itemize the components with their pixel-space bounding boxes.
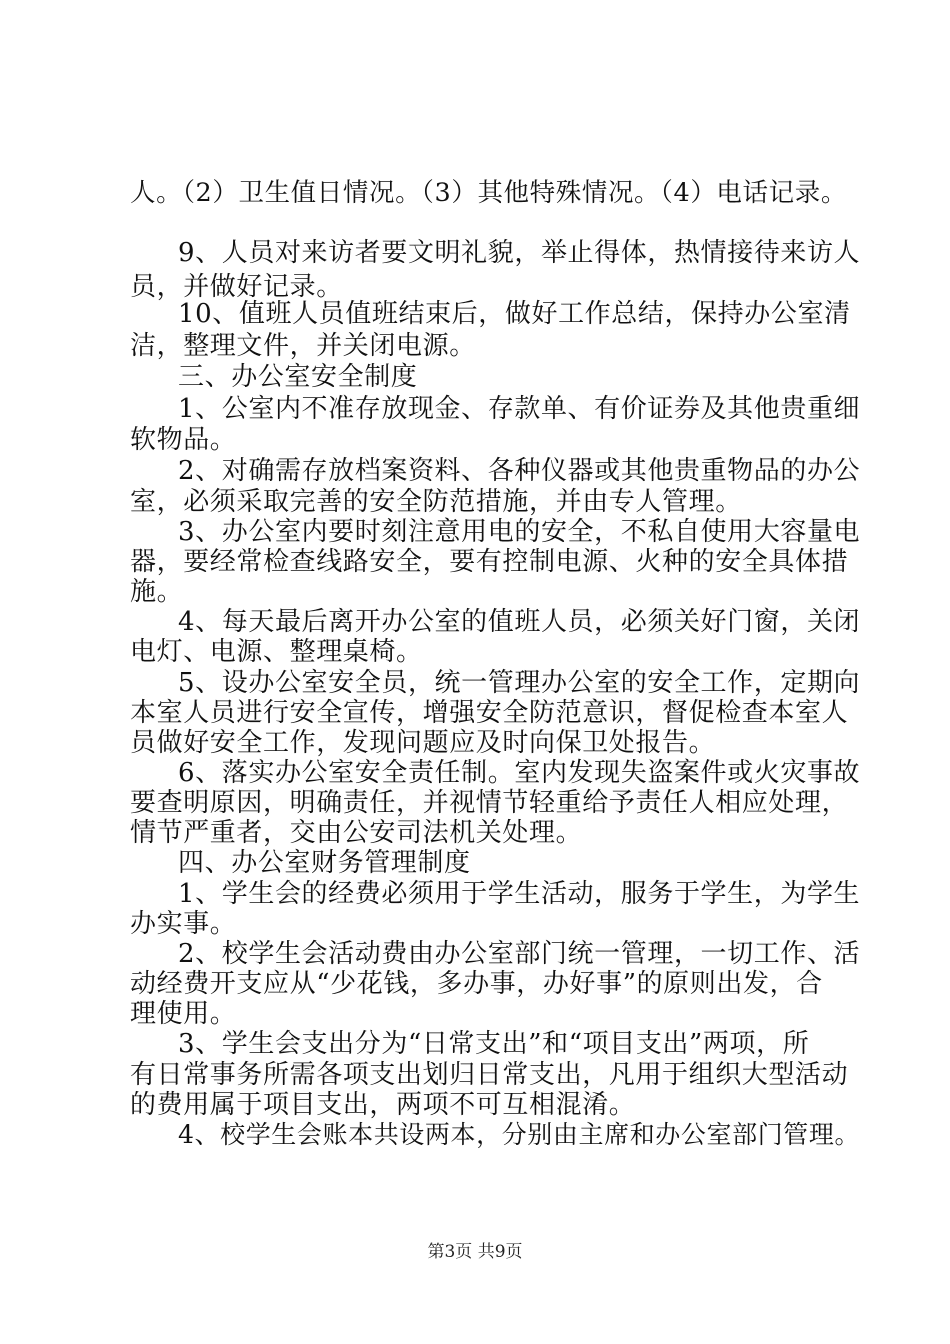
text-line: 情节严重者，交由公安司法机关处理。: [130, 818, 583, 848]
text-line: 5、设办公室安全员，统一管理办公室的安全工作，定期向: [178, 668, 861, 698]
text-line: 9、人员对来访者要文明礼貌，举止得体，热情接待来访人: [178, 238, 861, 268]
text-line: 6、落实办公室安全责任制。室内发现失盗案件或火灾事故: [178, 758, 861, 788]
page-number-footer: 第3页 共9页: [427, 1242, 523, 1262]
section-heading: 四、办公室财务管理制度: [178, 848, 471, 878]
section-heading: 三、办公室安全制度: [178, 362, 418, 392]
text-line: 4、每天最后离开办公室的值班人员，必须关好门窗，关闭: [178, 607, 861, 637]
text-line: 软物品。: [130, 425, 237, 455]
text-line: 要查明原因，明确责任，并视情节轻重给予责任人相应处理，: [130, 788, 849, 818]
text-line: 动经费开支应从“少花钱，多办事，办好事”的原则出发，合: [130, 969, 823, 999]
text-line: 1、公室内不准存放现金、存款单、有价证券及其他贵重细: [178, 394, 861, 424]
text-line: 1、学生会的经费必须用于学生活动，服务于学生，为学生: [178, 879, 861, 909]
text-line: 器，要经常检查线路安全，要有控制电源、火种的安全具体措: [130, 547, 849, 577]
text-line: 4、校学生会账本共设两本，分别由主席和办公室部门管理。: [178, 1120, 861, 1149]
text-line: 室，必须采取完善的安全防范措施，并由专人管理。: [130, 487, 742, 517]
text-line: 员做好安全工作，发现问题应及时向保卫处报告。: [130, 728, 716, 758]
text-line: 10、值班人员值班结束后，做好工作总结，保持办公室清: [178, 299, 851, 329]
text-line: 有日常事务所需各项支出划归日常支出，凡用于组织大型活动: [130, 1060, 849, 1090]
text-line: 2、对确需存放档案资料、各种仪器或其他贵重物品的办公: [178, 456, 861, 486]
text-line: 理使用。: [130, 999, 237, 1029]
text-line: 3、学生会支出分为“日常支出”和“项目支出”两项，所: [178, 1029, 810, 1059]
text-line: 洁，整理文件，并关闭电源。: [130, 331, 476, 361]
text-line: 施。: [130, 577, 184, 607]
text-line: 员，并做好记录。: [130, 272, 343, 302]
text-line: 人。（2）卫生值日情况。（3）其他特殊情况。（4）电话记录。: [130, 178, 847, 208]
text-line: 本室人员进行安全宣传，增强安全防范意识，督促检查本室人: [130, 698, 849, 728]
text-line: 的费用属于项目支出，两项不可互相混淆。: [130, 1090, 636, 1120]
text-line: 3、办公室内要时刻注意用电的安全，不私自使用大容量电: [178, 517, 861, 547]
text-line: 办实事。: [130, 909, 237, 939]
text-line: 2、校学生会活动费由办公室部门统一管理，一切工作、活: [178, 939, 861, 969]
text-line: 电灯、电源、整理桌椅。: [130, 637, 423, 667]
